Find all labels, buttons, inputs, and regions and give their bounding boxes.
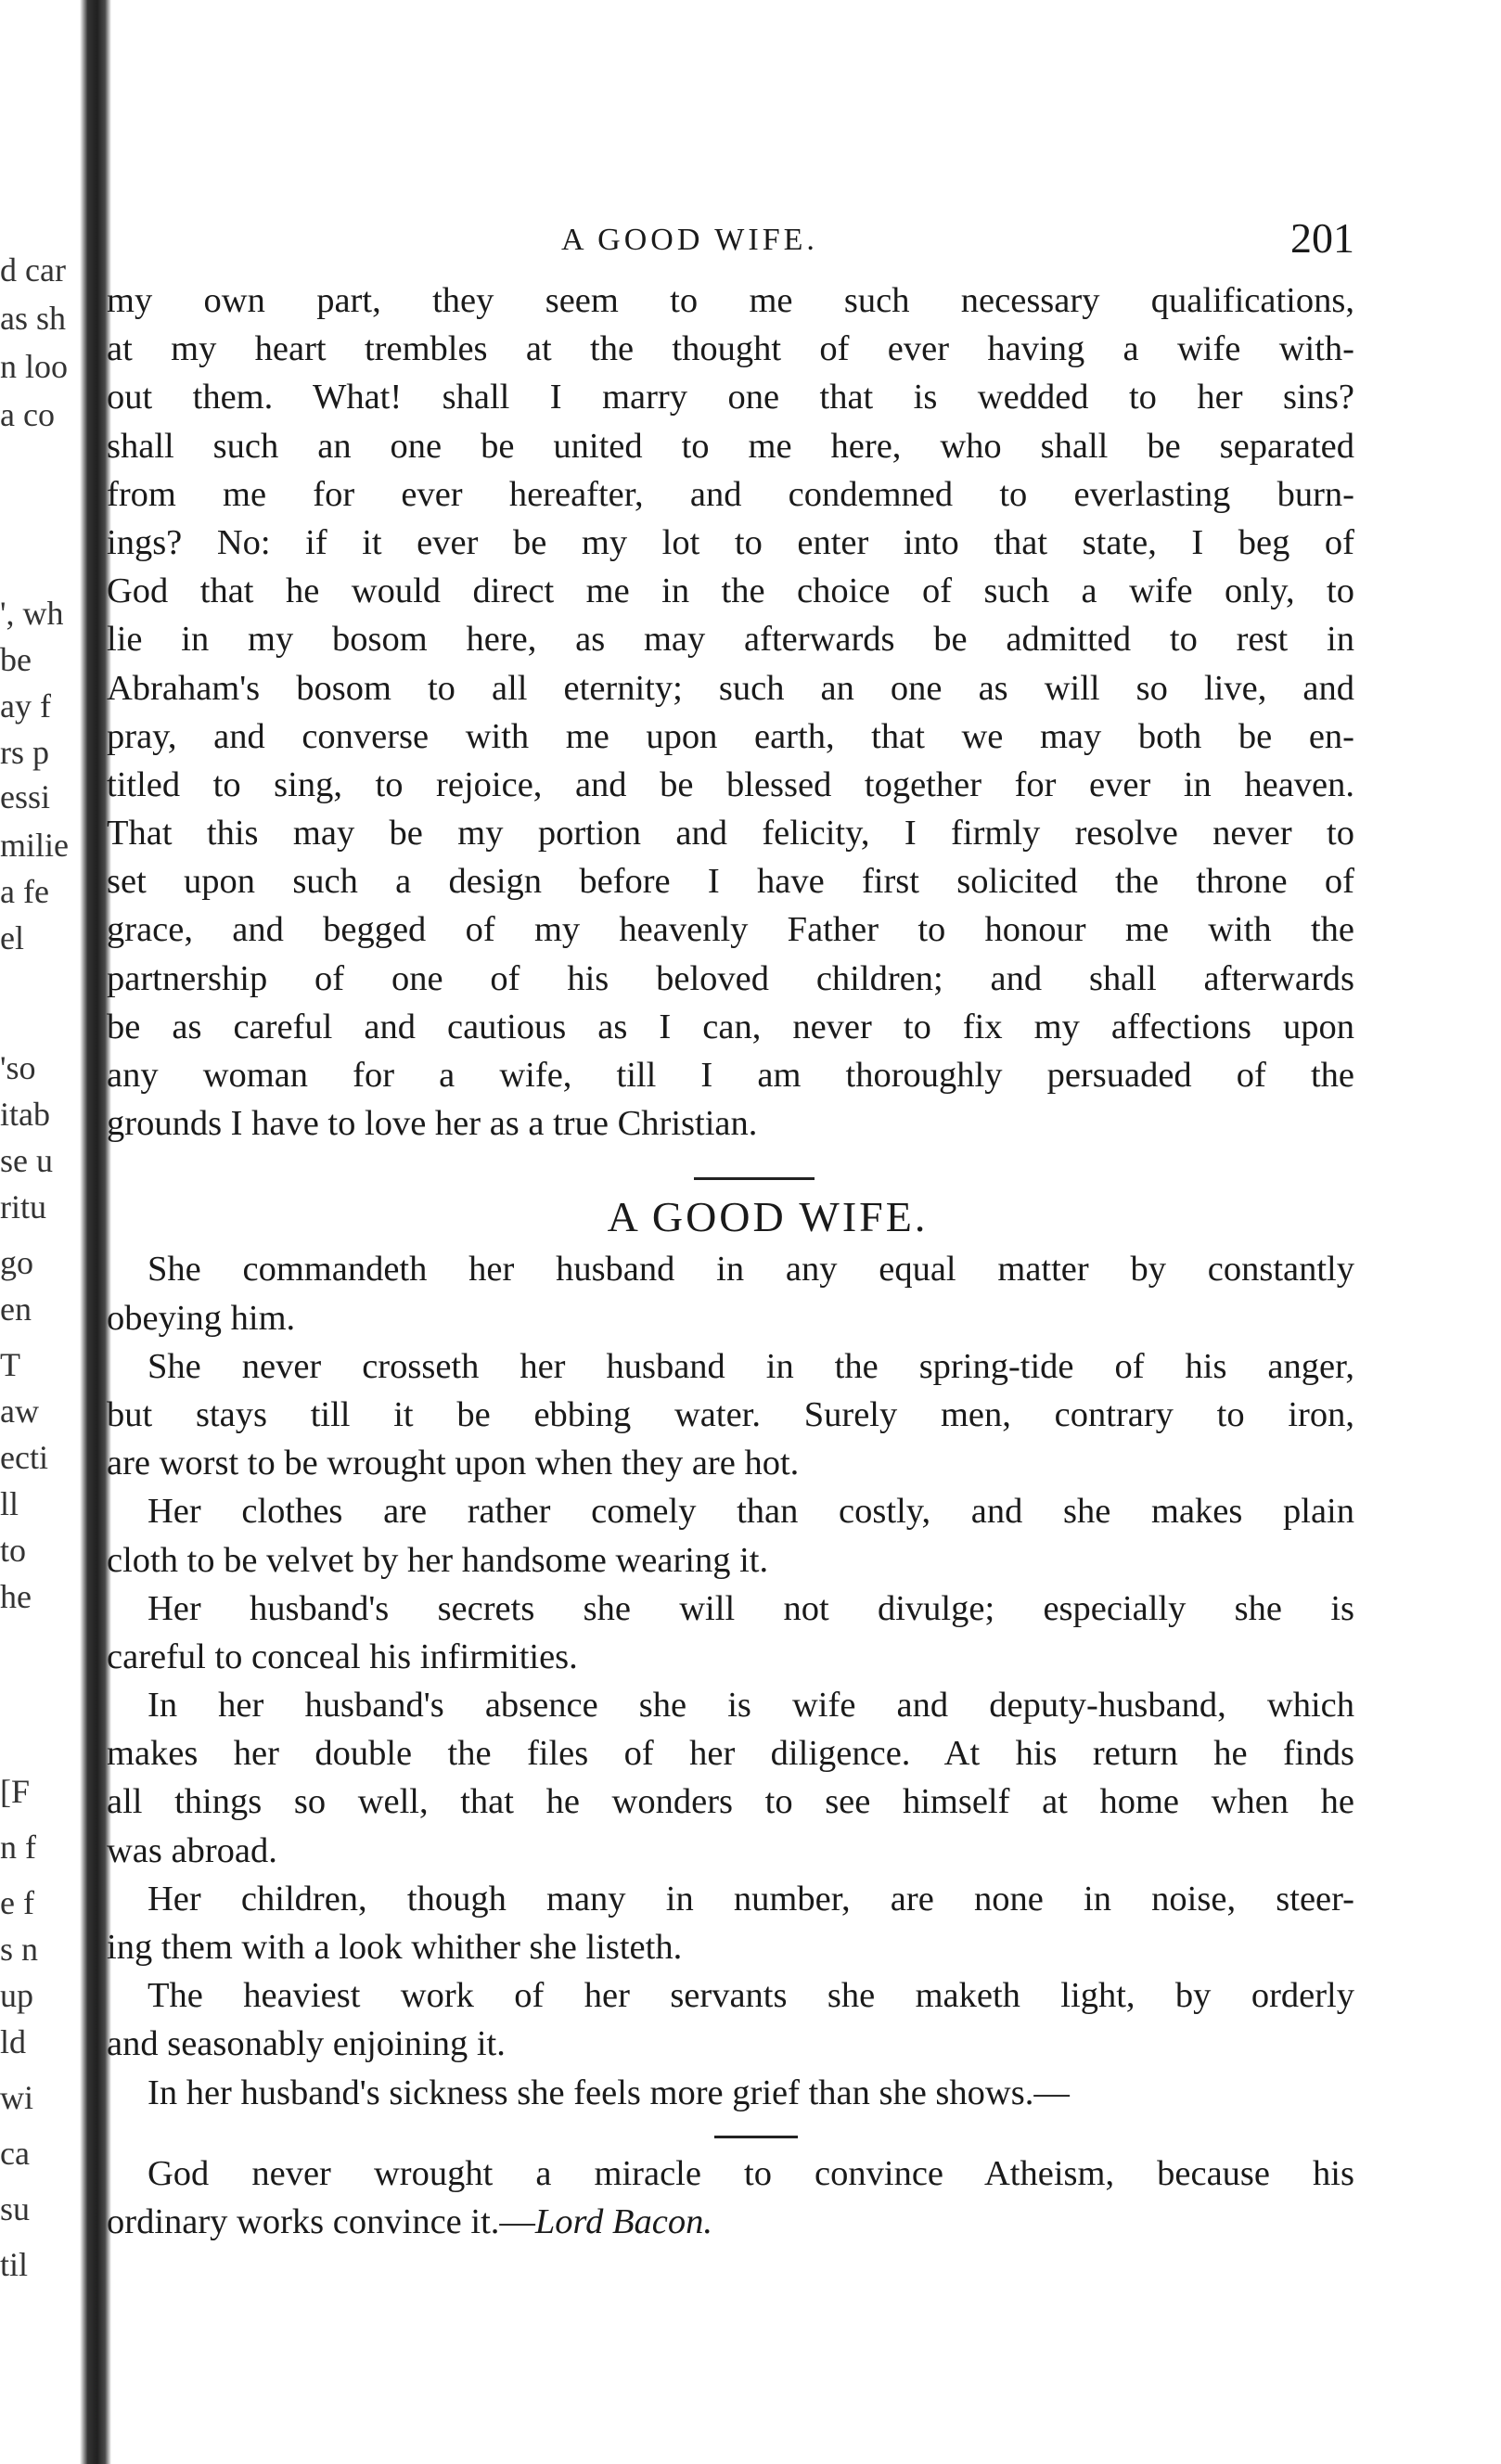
- text-line: God that he would direct me in the choice of such a wife only, to: [107, 571, 1354, 611]
- text-line: grace, and begged of my heavenly Father to honour me with the: [107, 910, 1354, 950]
- bleed-fragment: en: [0, 1290, 32, 1328]
- paragraph: [107, 2069, 1354, 2117]
- bleed-fragment: ritu: [0, 1188, 46, 1226]
- text-line: That this may be my portion and felicity, I firmly resolve never to: [107, 814, 1354, 853]
- bleed-fragment: e f: [0, 1884, 34, 1921]
- text-line: from me for ever hereafter, and condemned to everlasting burn-: [107, 474, 1354, 514]
- bleed-fragment: rs p: [0, 734, 49, 771]
- bleed-fragment: d car: [0, 251, 66, 289]
- text-line: makes her double the files of her diligence. At his return he finds: [107, 1734, 1354, 1774]
- bleed-fragment: s n: [0, 1931, 39, 1968]
- bleed-fragment: el: [0, 919, 24, 956]
- bleed-fragment: he: [0, 1578, 32, 1615]
- bleed-fragment: n f: [0, 1829, 36, 1866]
- running-title: A GOOD WIFE.: [561, 223, 818, 257]
- text-line: Her husband's secrets she will not divulge; especially she is: [148, 1588, 1354, 1628]
- running-header: [107, 213, 1354, 269]
- book-page: [107, 213, 1354, 2246]
- text-line: titled to sing, to rejoice, and be blessed together for ever in heaven.: [107, 764, 1354, 804]
- bleed-fragment: aw: [0, 1392, 39, 1430]
- paragraph: [107, 1971, 1354, 2068]
- page-number: 201: [1290, 214, 1354, 262]
- paragraph: [107, 1487, 1354, 1584]
- bleed-fragment: wi: [0, 2079, 33, 2116]
- quote-divider: [714, 2136, 798, 2138]
- bleed-fragment: to: [0, 1532, 27, 1569]
- text-line: but stays till it be ebbing water. Surely men, contrary to iron,: [107, 1394, 1354, 1434]
- paragraph: [107, 1875, 1354, 1971]
- paragraph: [107, 1245, 1354, 1341]
- text-line: my own part, they seem to me such necessary qualifications,: [107, 281, 1354, 320]
- text-line: Abraham's bosom to all eternity; such an one as will so live, and: [107, 668, 1354, 708]
- quote-line: God never wrought a miracle to convince Atheism, because his: [148, 2153, 1354, 2193]
- bleed-fragment: til: [0, 2246, 29, 2283]
- paragraph: [107, 1681, 1354, 1875]
- bleed-fragment: a fe: [0, 873, 49, 910]
- text-line: She never crosseth her husband in the spring-tide of his anger,: [148, 1346, 1354, 1386]
- text-line: grounds I have to love her as a true Christian.: [107, 1104, 758, 1144]
- quote-line-text: ordinary works convince it.—: [107, 2201, 535, 2241]
- text-line: was abroad.: [107, 1830, 277, 1870]
- bleed-fragment: n loo: [0, 348, 69, 385]
- text-line: cloth to be velvet by her handsome wearing it.: [107, 1540, 769, 1580]
- opening-passage: [107, 276, 1354, 1148]
- bleed-fragment: a co: [0, 396, 55, 433]
- text-line: partnership of one of his beloved children; and shall afterwards: [107, 958, 1354, 998]
- text-line: ing them with a look whither she listeth.: [107, 1928, 683, 1967]
- bleed-fragment: as sh: [0, 300, 66, 337]
- text-line: pray, and converse with me upon earth, that we may both be en-: [107, 716, 1354, 756]
- bleed-fragment: up: [0, 1977, 33, 2014]
- bleed-fragment: ll: [0, 1485, 19, 1522]
- text-line: be as careful and cautious as I can, never to fix my affections upon: [107, 1007, 1354, 1046]
- bleed-fragment: milie: [0, 827, 69, 864]
- bleed-fragment: T: [0, 1346, 20, 1383]
- bleed-fragment: go: [0, 1244, 33, 1281]
- section-heading: A GOOD WIFE.: [607, 1193, 929, 1241]
- bleed-fragment: su: [0, 2190, 31, 2227]
- bleed-fragment: be: [0, 641, 32, 678]
- text-line: ings? No: if it ever be my lot to enter into that state, I beg of: [107, 522, 1354, 562]
- bleed-fragment: ecti: [0, 1439, 48, 1476]
- bleed-fragment: se u: [0, 1142, 53, 1179]
- paragraph: [107, 1342, 1354, 1488]
- closing-quote: [107, 2150, 1354, 2246]
- text-line: She commandeth her husband in any equal matter by constantly: [148, 1250, 1354, 1290]
- section-divider: [694, 1177, 815, 1180]
- text-line: all things so well, that he wonders to see himself at home when he: [107, 1782, 1354, 1822]
- bleed-fragment: ay f: [0, 687, 51, 725]
- text-line: are worst to be wrought upon when they are hot.: [107, 1444, 800, 1483]
- text-line: In her husband's absence she is wife and deputy-husband, which: [148, 1686, 1354, 1726]
- text-line: set upon such a design before I have first solicited the throne of: [107, 862, 1354, 902]
- text-line: any woman for a wife, till I am thoroughly persuaded of the: [107, 1056, 1354, 1095]
- text-line: The heaviest work of her servants she maketh light, by orderly: [148, 1976, 1354, 2016]
- paragraph: [107, 1585, 1354, 1681]
- text-line: lie in my bosom here, as may afterwards be admitted to rest in: [107, 620, 1354, 660]
- text-line: careful to conceal his infirmities.: [107, 1636, 578, 1676]
- bleed-fragment: ld: [0, 2023, 27, 2060]
- text-line: and seasonably enjoining it.: [107, 2024, 506, 2064]
- bleed-fragment: [F: [0, 1773, 31, 1810]
- section-body: [107, 1245, 1354, 2116]
- bleed-fragment: ', wh: [0, 595, 64, 632]
- bleed-fragment: 'so: [0, 1049, 36, 1086]
- text-line: Her children, though many in number, are none in noise, steer-: [148, 1879, 1354, 1919]
- text-line: obeying him.: [107, 1298, 296, 1338]
- text-line: In her husband's sickness she feels more grief than she shows.—: [148, 2073, 1070, 2112]
- quote-line: [107, 2198, 1354, 2246]
- bleed-fragment: ca: [0, 2135, 30, 2172]
- text-line: shall such an one be united to me here, who shall be separated: [107, 426, 1354, 466]
- bleed-fragment: itab: [0, 1096, 50, 1133]
- text-line: out them. What! shall I marry one that is wedded to her sins?: [107, 378, 1354, 417]
- bleed-fragment: essi: [0, 778, 50, 815]
- quote-source: Lord Bacon.: [534, 2201, 712, 2241]
- text-line: at my heart trembles at the thought of ever having a wife with-: [107, 329, 1354, 369]
- text-line: Her clothes are rather comely than costly, and she makes plain: [148, 1492, 1354, 1532]
